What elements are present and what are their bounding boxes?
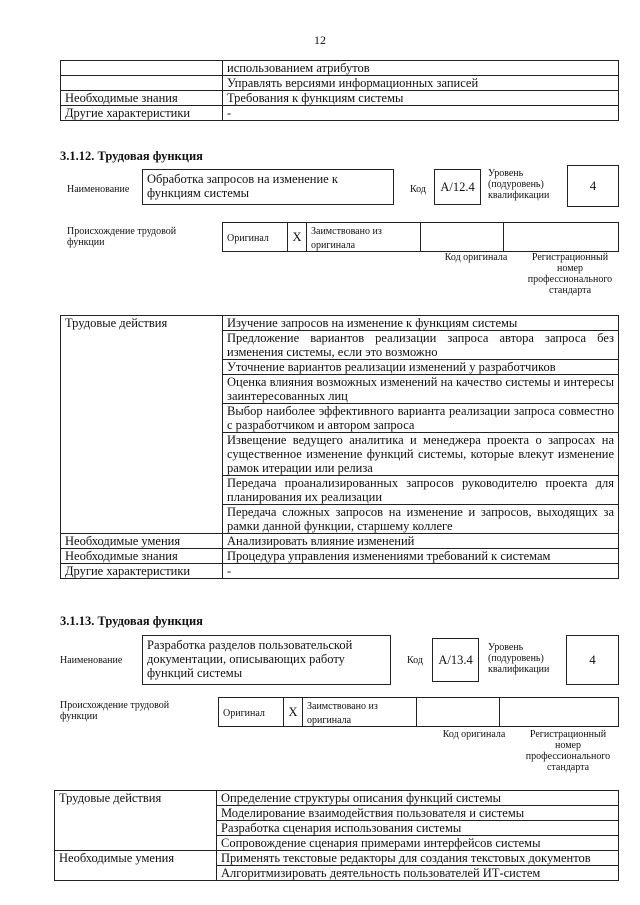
row-value: Управлять версиями информационных записей — [223, 76, 619, 91]
details-table — [54, 790, 619, 881]
original-label: Оригинал — [223, 708, 265, 719]
row-value: - — [223, 106, 619, 121]
borrowed-label: Заимствовано из оригинала — [307, 701, 378, 726]
name-label: Наименование — [60, 655, 123, 666]
other-label: Другие характеристики — [61, 564, 223, 579]
knowledge-label: Необходимые знания — [61, 549, 223, 564]
table-row — [61, 316, 619, 331]
name-box: Обработка запросов на изменение к функциям системы — [142, 169, 394, 205]
labor-action: Передача проанализированных запросов руководителю проекта для планирования их реализации — [223, 476, 619, 505]
skills-label: Необходимые умения — [55, 851, 217, 881]
table-row — [61, 106, 619, 121]
row-label — [61, 76, 223, 91]
skill-item: Алгоритмизировать деятельность пользователей ИТ-систем — [217, 866, 619, 881]
origin-table — [222, 222, 619, 252]
name-box: Разработка разделов пользовательской документации, описывающих работу функций системы — [142, 635, 391, 685]
labor-action: Определение структуры описания функций системы — [217, 791, 619, 806]
row-label — [61, 61, 223, 76]
code-original-label: Код оригинала — [442, 729, 506, 740]
top-table — [60, 60, 619, 121]
labor-action: Выбор наиболее эффективного варианта реализации запроса совместно с разработчиком и автором запроса — [223, 404, 619, 433]
code-original-label: Код оригинала — [444, 252, 508, 263]
original-mark: X — [288, 705, 298, 719]
labor-action: Предложение вариантов реализации запроса автора запроса без изменения системы, если это возможно — [223, 331, 619, 360]
code-label: Код — [407, 655, 423, 666]
original-label: Оригинал — [227, 233, 269, 244]
table-row — [61, 61, 619, 76]
reg-number-label: Регистрационный номер профессионального стандарта — [525, 729, 611, 773]
code-box: A/13.4 — [432, 638, 479, 682]
level-box: 4 — [566, 635, 619, 685]
borrowed-label: Заимствовано из оригинала — [311, 226, 382, 251]
page-number: 12 — [314, 33, 326, 47]
skills-label: Необходимые умения — [61, 534, 223, 549]
origin-label: Происхождение трудовой функции — [67, 226, 177, 248]
table-row — [55, 791, 619, 806]
labor-actions-label: Трудовые действия — [61, 316, 223, 534]
labor-action: Сопровождение сценария примерами интерфейсов системы — [217, 836, 619, 851]
knowledge-item: Процедура управления изменениями требований к системам — [223, 549, 619, 564]
labor-action: Моделирование взаимодействия пользователя и системы — [217, 806, 619, 821]
details-table — [60, 315, 619, 579]
original-mark: X — [292, 230, 302, 244]
labor-action: Уточнение вариантов реализации изменений у разработчиков — [223, 360, 619, 375]
labor-action: Оценка влияния возможных изменений на качество системы и интересы заинтересованных лиц — [223, 375, 619, 404]
row-value: Требования к функциям системы — [223, 91, 619, 106]
code-label: Код — [410, 184, 426, 195]
row-value: использованием атрибутов — [223, 61, 619, 76]
table-row — [61, 549, 619, 564]
table-row — [61, 534, 619, 549]
name-label: Наименование — [67, 184, 130, 195]
table-row — [61, 91, 619, 106]
section-title: 3.1.12. Трудовая функция — [60, 149, 203, 163]
row-label: Другие характеристики — [61, 106, 223, 121]
labor-actions-label: Трудовые действия — [55, 791, 217, 851]
skill-item: Анализировать влияние изменений — [223, 534, 619, 549]
origin-table — [218, 697, 619, 727]
level-label: Уровень (подуровень) квалификации — [488, 642, 550, 675]
other-value: - — [223, 564, 619, 579]
labor-action: Разработка сценария использования системы — [217, 821, 619, 836]
origin-label: Происхождение трудовой функции — [60, 700, 170, 722]
table-row — [61, 76, 619, 91]
row-label: Необходимые знания — [61, 91, 223, 106]
section-title: 3.1.13. Трудовая функция — [60, 614, 203, 628]
labor-action: Извещение ведущего аналитика и менеджера проекта о запросах на существенное изменение функций системы, которые влекут изменение рамок итерации или релиза — [223, 433, 619, 476]
code-box: A/12.4 — [434, 169, 481, 205]
level-box: 4 — [567, 165, 619, 207]
level-label: Уровень (подуровень) квалификации — [488, 168, 550, 201]
labor-action: Изучение запросов на изменение к функциям системы — [223, 316, 619, 331]
labor-action: Передача сложных запросов на изменение и запросов, выходящих за рамки данной функции, старшему коллеге — [223, 505, 619, 534]
table-row — [55, 851, 619, 866]
table-row — [61, 564, 619, 579]
reg-number-label: Регистрационный номер профессионального стандарта — [527, 252, 613, 296]
skill-item: Применять текстовые редакторы для создания текстовых документов — [217, 851, 619, 866]
